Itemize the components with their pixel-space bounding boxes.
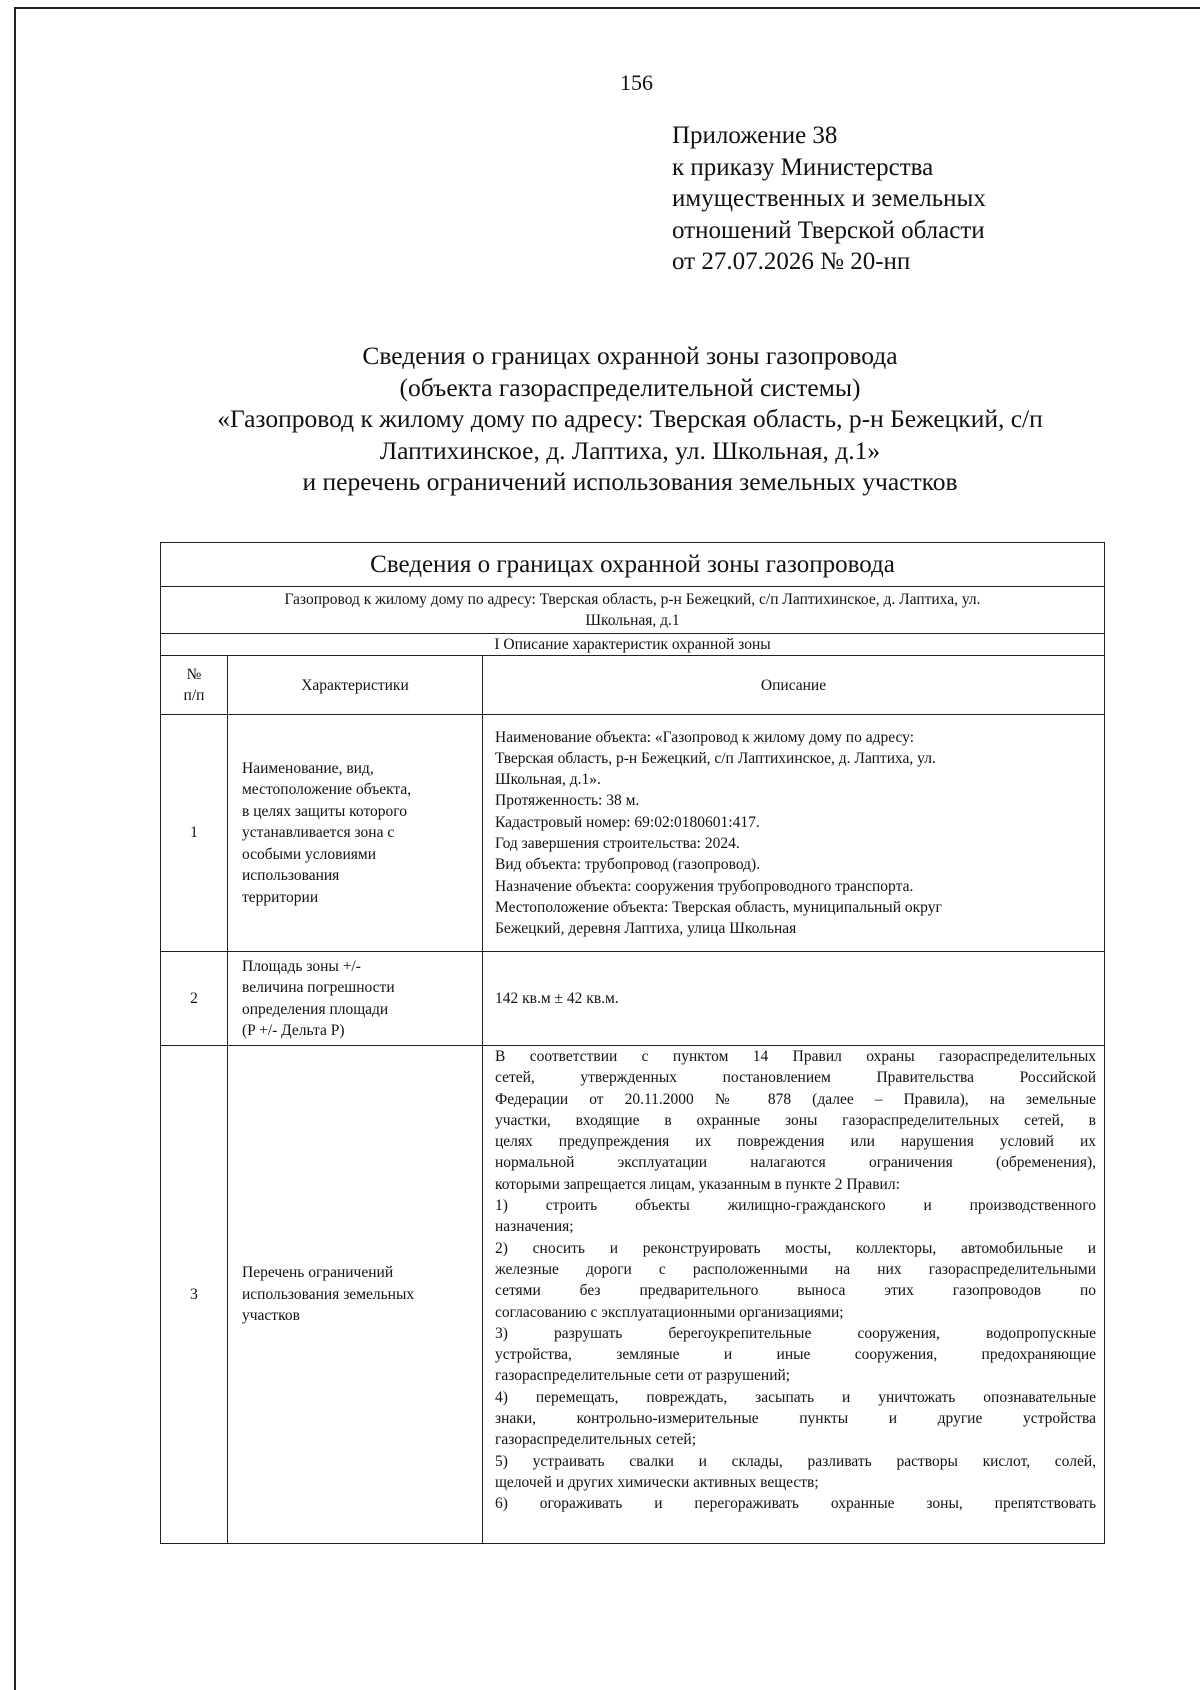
- description-line: Тверская область, р-н Бежецкий, с/п Лаптихинское, д. Лаптиха, ул.: [495, 749, 936, 767]
- characteristics-line: в целях защиты которого: [242, 802, 407, 820]
- characteristics-line: особыми условиями: [242, 845, 377, 863]
- appendix-header: [672, 120, 986, 278]
- header-num-line: №: [186, 666, 202, 683]
- appendix-line: имущественных и земельных: [672, 185, 986, 212]
- table-section-title: I Описание характеристик охранной зоны: [161, 634, 1105, 656]
- restriction-line: газораспределительные сети от разрушений;: [495, 1367, 791, 1385]
- appendix-line: Приложение 38: [672, 122, 838, 149]
- row-characteristics: [228, 715, 483, 952]
- characteristics-line: устанавливается зона с: [242, 824, 395, 842]
- row-description: [483, 715, 1105, 952]
- restriction-line: сетями без предварительного выноса этих газопроводов по: [495, 1282, 1097, 1300]
- description-line: Бежецкий, деревня Лаптиха, улица Школьная: [495, 920, 797, 938]
- table-subtitle: [161, 587, 1105, 634]
- title-line: Сведения о границах охранной зоны газопровода: [362, 341, 898, 370]
- row-number: 2: [161, 952, 228, 1046]
- row-characteristics: [228, 952, 483, 1046]
- row-description: 142 кв.м ± 42 кв.м.: [483, 952, 1105, 1046]
- restriction-line: согласованию с эксплуатационными организациями;: [495, 1303, 844, 1321]
- description-line: Местоположение объекта: Тверская область, муниципальный округ: [495, 898, 942, 916]
- characteristics-line: использования: [242, 867, 340, 885]
- appendix-line: от 27.07.2026 № 20-нп: [672, 248, 911, 275]
- table-row: [161, 1046, 1105, 1544]
- header-description: Описание: [483, 656, 1105, 715]
- row-number: 3: [161, 1046, 228, 1544]
- characteristics-line: территории: [242, 888, 319, 906]
- restriction-line: 6) огораживать и перегораживать охранные зоны, препятствовать: [495, 1495, 1097, 1513]
- row-number: 1: [161, 715, 228, 952]
- row-characteristics: [228, 1046, 483, 1544]
- restriction-line: сетей, утвержденных постановлением Правительства Российской: [495, 1069, 1097, 1087]
- title-line: Лаптихинское, д. Лаптиха, ул. Школьная, д.1»: [379, 435, 881, 465]
- header-num: [161, 656, 228, 715]
- restriction-line: Федерации от 20.11.2000 № 878 (далее – Правила), на земельные: [495, 1090, 1097, 1108]
- restriction-line: газораспределительных сетей;: [495, 1431, 697, 1449]
- description-line: Кадастровый номер: 69:02:0180601:417.: [495, 813, 760, 831]
- restriction-line: 5) устраивать свалки и склады, разливать растворы кислот, солей,: [495, 1452, 1097, 1470]
- appendix-line: к приказу Министерства: [672, 153, 934, 181]
- page-border-top: [14, 7, 1200, 9]
- header-num-line: п/п: [183, 687, 205, 704]
- table-title: Сведения о границах охранной зоны газопровода: [161, 543, 1105, 587]
- description-line: Год завершения строительства: 2024.: [495, 835, 740, 852]
- table-header-row: [161, 656, 1105, 715]
- characteristics-line: (P +/- Дельта P): [242, 1022, 345, 1039]
- page-border-left: [14, 7, 16, 1690]
- characteristics-line: участков: [242, 1307, 300, 1325]
- restriction-line: участки, входящие в охранные зоны газораспределительных сетей, в: [495, 1111, 1097, 1129]
- characteristics-line: величина погрешности: [242, 979, 395, 996]
- restriction-line: 2) сносить и реконструировать мосты, коллекторы, автомобильные и: [495, 1239, 1097, 1257]
- characteristics-line: Перечень ограничений: [242, 1264, 394, 1282]
- table-row: [161, 952, 1105, 1046]
- title-line: и перечень ограничений использования земельных участков: [302, 467, 958, 496]
- document-title: [150, 340, 1110, 498]
- title-line: (объекта газораспределительной системы): [399, 372, 861, 402]
- appendix-line: отношений Тверской области: [672, 216, 985, 244]
- subtitle-line: Школьная, д.1: [585, 612, 680, 629]
- table-title-row: [161, 543, 1105, 587]
- restriction-line: знаки, контрольно-измерительные пункты и другие устройства: [495, 1410, 1097, 1428]
- table-row: [161, 715, 1105, 952]
- restriction-line: В соответствии с пунктом 14 Правил охраны газораспределительных: [495, 1048, 1097, 1065]
- restriction-line: нормальной эксплуатации налагаются ограничения (обременения),: [495, 1154, 1097, 1172]
- description-line: Протяженность: 38 м.: [495, 792, 640, 810]
- restriction-line: которыми запрещается лицам, указанным в пункте 2 Правил:: [495, 1175, 900, 1193]
- restriction-line: целях предупреждения их повреждения или нарушения условий их: [495, 1133, 1097, 1151]
- description-line: Вид объекта: трубопровод (газопровод).: [495, 856, 761, 874]
- description-line: Наименование объекта: «Газопровод к жилому дому по адресу:: [495, 728, 915, 746]
- restriction-line: щелочей и других химически активных веществ;: [495, 1473, 819, 1491]
- table-subtitle-row: [161, 587, 1105, 634]
- page-number: 156: [620, 70, 653, 95]
- subtitle-line: Газопровод к жилому дому по адресу: Тверская область, р-н Бежецкий, с/п Лаптихинское, д. Лаптиха, ул.: [284, 591, 981, 608]
- characteristics-line: Площадь зоны +/-: [242, 957, 361, 975]
- restriction-line: устройства, земляные и иные сооружения, предохраняющие: [495, 1346, 1097, 1364]
- protection-zone-table: [160, 542, 1105, 1544]
- characteristics-line: Наименование, вид,: [242, 759, 374, 777]
- restriction-line: железные дороги с расположенными на них газораспределительными: [495, 1260, 1097, 1278]
- restriction-line: 4) перемещать, повреждать, засыпать и уничтожать опознавательные: [495, 1388, 1097, 1406]
- table-section-row: [161, 634, 1105, 656]
- characteristics-line: местоположение объекта,: [242, 781, 412, 799]
- description-line: Назначение объекта: сооружения трубопроводного транспорта.: [495, 877, 914, 895]
- title-line: «Газопровод к жилому дому по адресу: Тверская область, р-н Бежецкий, с/п: [217, 404, 1043, 433]
- row-description: [483, 1046, 1105, 1544]
- restriction-line: 3) разрушать берегоукрепительные сооружения, водопропускные: [495, 1324, 1097, 1342]
- restriction-line: 1) строить объекты жилищно-гражданского и производственного: [495, 1197, 1097, 1215]
- description-line: Школьная, д.1».: [495, 771, 601, 789]
- characteristics-line: использования земельных: [242, 1285, 415, 1303]
- header-characteristics: Характеристики: [228, 656, 483, 715]
- characteristics-line: определения площади: [242, 1000, 389, 1018]
- restriction-line: назначения;: [495, 1218, 574, 1236]
